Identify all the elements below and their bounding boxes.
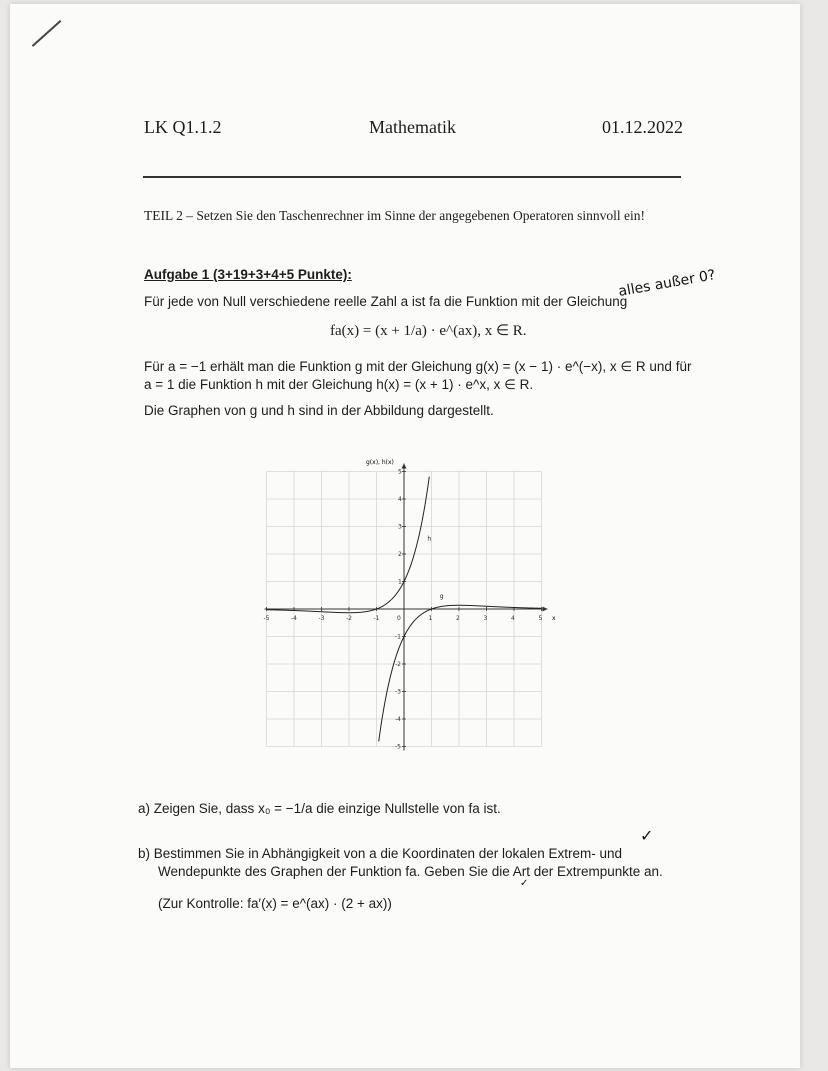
y-tick-label: -3: [395, 688, 401, 696]
curve-h: [267, 477, 430, 613]
handwritten-note: alles außer 0?: [617, 267, 717, 300]
x-tick-label: 0: [397, 615, 401, 622]
x-axis-arrow-icon: [543, 607, 548, 612]
x-tick-label: 5: [538, 615, 543, 622]
y-tick-label: 5: [398, 468, 402, 476]
series-label-h: h: [427, 535, 432, 543]
x-axis-label: x: [552, 615, 556, 622]
x-tick-label: -5: [263, 615, 270, 622]
y-tick-label: -5: [395, 743, 401, 751]
series-label-g: g: [439, 593, 444, 600]
function-graph: [262, 452, 562, 762]
x-tick-label: 1: [428, 615, 433, 622]
curve-g: [379, 605, 542, 741]
y-tick-label: 4: [398, 496, 402, 503]
paragraph-g-line1: Für a = −1 erhält man die Funktion g mit der Gleichung g(x) = (x − 1) · e^(−x), x ∈ R und für: [144, 359, 692, 374]
x-tick-label: 3: [483, 615, 488, 622]
y-tick-label: 1: [398, 578, 402, 586]
x-tick-label: 4: [511, 615, 515, 622]
y-tick-label: 2: [398, 551, 402, 558]
handwritten-check-icon: ✓: [640, 826, 654, 845]
handwritten-check-small-icon: ✓: [520, 878, 529, 889]
function-definition: fa(x) = (x + 1/a) · e^(ax), x ∈ R.: [330, 323, 527, 339]
question-b-line1: b) Bestimmen Sie in Abhängigkeit von a die Koordinaten der lokalen Extrem- und: [138, 846, 623, 861]
question-b-line2: Wendepunkte des Graphen der Funktion fa. Geben Sie die Art der Extrempunkte an.: [158, 864, 663, 879]
control-hint: (Zur Kontrolle: fa′(x) = e^(ax) · (2 + ax)): [158, 896, 392, 911]
x-tick-label: 2: [456, 615, 460, 622]
header-divider: [143, 176, 681, 178]
y-tick-label: -4: [395, 716, 401, 723]
question-a: a) Zeigen Sie, dass x₀ = −1/a die einzige Nullstelle von fa ist.: [138, 801, 501, 816]
task-heading: Aufgabe 1 (3+19+3+4+5 Punkte):: [144, 267, 352, 282]
y-tick-label: -1: [395, 633, 401, 641]
course-label: LK Q1.1.2: [144, 117, 222, 137]
y-tick-label: 3: [398, 523, 402, 531]
x-tick-label: -2: [346, 615, 352, 622]
subject-label: Mathematik: [369, 117, 456, 137]
y-axis-label: g(x), h(x): [366, 459, 394, 466]
task-intro: Für jede von Null verschiedene reelle Zahl a ist fa die Funktion mit der Gleichung: [144, 294, 628, 309]
date-label: 01.12.2022: [602, 117, 683, 137]
graph-intro: Die Graphen von g und h sind in der Abbildung dargestellt.: [144, 403, 494, 418]
y-axis-arrow-icon: [402, 464, 407, 469]
x-tick-label: -3: [318, 615, 325, 622]
y-tick-label: -2: [395, 661, 401, 668]
paragraph-g-line2: a = 1 die Funktion h mit der Gleichung h(x) = (x + 1) · e^x, x ∈ R.: [144, 377, 534, 392]
x-tick-label: -4: [291, 615, 297, 622]
teil-instruction: TEIL 2 – Setzen Sie den Taschenrechner im Sinne der angegebenen Operatoren sinnvoll ein!: [144, 208, 646, 223]
x-tick-label: -1: [373, 615, 380, 622]
